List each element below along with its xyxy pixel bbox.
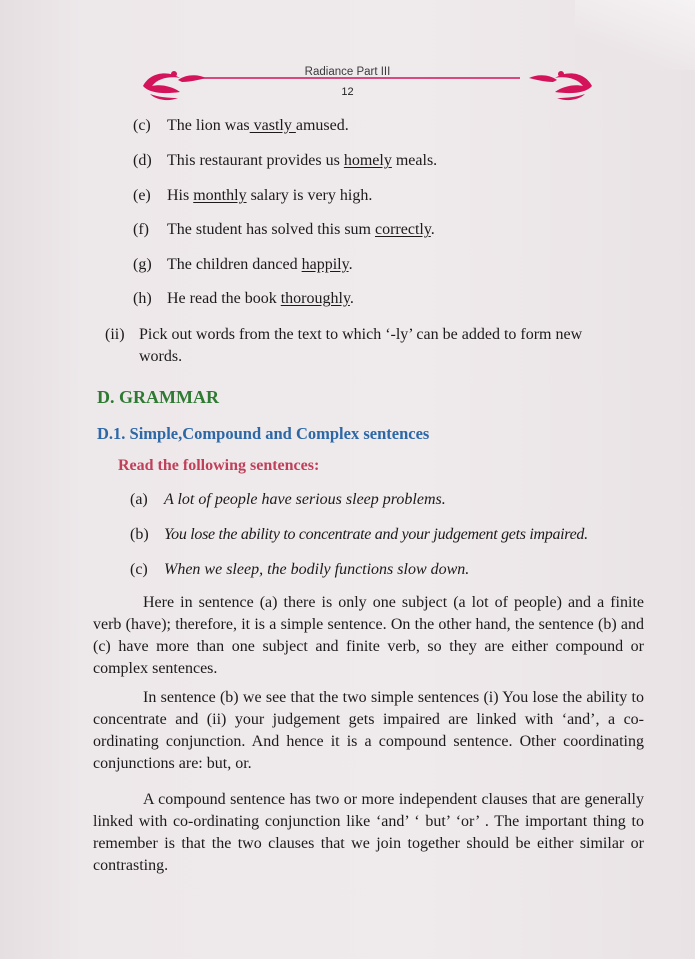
item-text-before: The lion was [167,117,250,134]
list-item [133,220,435,240]
book-title: Radiance Part III [304,66,391,78]
list-item [133,116,349,136]
instruction-heading: Read the following sentences: [118,457,320,474]
example-item [130,490,446,510]
paragraph: In sentence (b) we see that the two simple sentences (i) You lose the ability to concentrate and (ii) your judgement gets impaired are linked with ‘and’, a co-ordinating conjunction. And hence it is a compound sentence. Other coordinating conjunctions are: but, or. [93,689,644,772]
paragraph: Here in sentence (a) there is only one subject (a lot of people) and a finite verb (have); therefore, it is a simple sentence. On the other hand, the sentence (b) and (c) have more than one subject and finite verb, so they are either compound or complex sentences. [93,594,644,677]
underlined-word: thoroughly [280,290,350,307]
item-text-after: amused. [295,117,349,134]
item-label: (g) [133,256,152,273]
page-header [0,64,695,108]
page-number: 12 [341,86,354,98]
example-label: (a) [130,491,148,508]
list-item [133,186,372,206]
item-text-before: His [167,187,194,204]
underlined-word: correctly [374,221,431,238]
item-text-before: The children danced [167,256,302,273]
underlined-word: vastly [249,117,296,134]
task-ii-line1 [105,325,582,345]
paragraph: A compound sentence has two or more independent clauses that are generally linked with co-ordinating conjunction like ‘and’ ‘ but’ ‘or’ . The important thing to remember is that the two clauses that we join together should be either similar or contrasting. [93,791,644,874]
item-label: (c) [133,117,151,134]
example-label: (c) [130,561,148,578]
section-heading: D. GRAMMAR [97,387,219,407]
item-label: (h) [133,290,152,307]
example-text: You lose the ability to concentrate and your judgement gets impaired. [164,526,588,543]
item-text-after: . [430,221,435,238]
item-label: (e) [133,187,151,204]
underlined-word: monthly [193,187,247,204]
list-item [133,151,437,171]
task-ii-line2: words. [139,348,183,365]
item-text-after: . [349,290,354,307]
example-text: When we sleep, the bodily functions slow down. [164,561,470,578]
item-text-after: . [348,256,353,273]
item-label: (f) [133,221,149,238]
example-item [130,525,588,545]
item-text-after: meals. [391,152,438,169]
item-text-before: He read the book [167,290,281,307]
page-fold-shadow [575,0,695,70]
example-label: (b) [130,526,149,543]
section-subheading: D.1. Simple,Compound and Complex sentences [97,424,430,443]
item-text-after: salary is very high. [246,187,373,204]
list-item [133,255,353,275]
item-text-before: The student has solved this sum [167,221,375,238]
underlined-word: homely [343,152,392,169]
item-text-before: This restaurant provides us [167,152,344,169]
item-label: (d) [133,152,152,169]
example-text: A lot of people have serious sleep problems. [164,491,446,508]
list-item [133,289,354,309]
task-label: (ii) [105,326,125,343]
task-text: Pick out words from the text to which ‘-ly’ can be added to form new [139,326,583,343]
example-item [130,560,469,580]
underlined-word: happily [301,256,349,273]
